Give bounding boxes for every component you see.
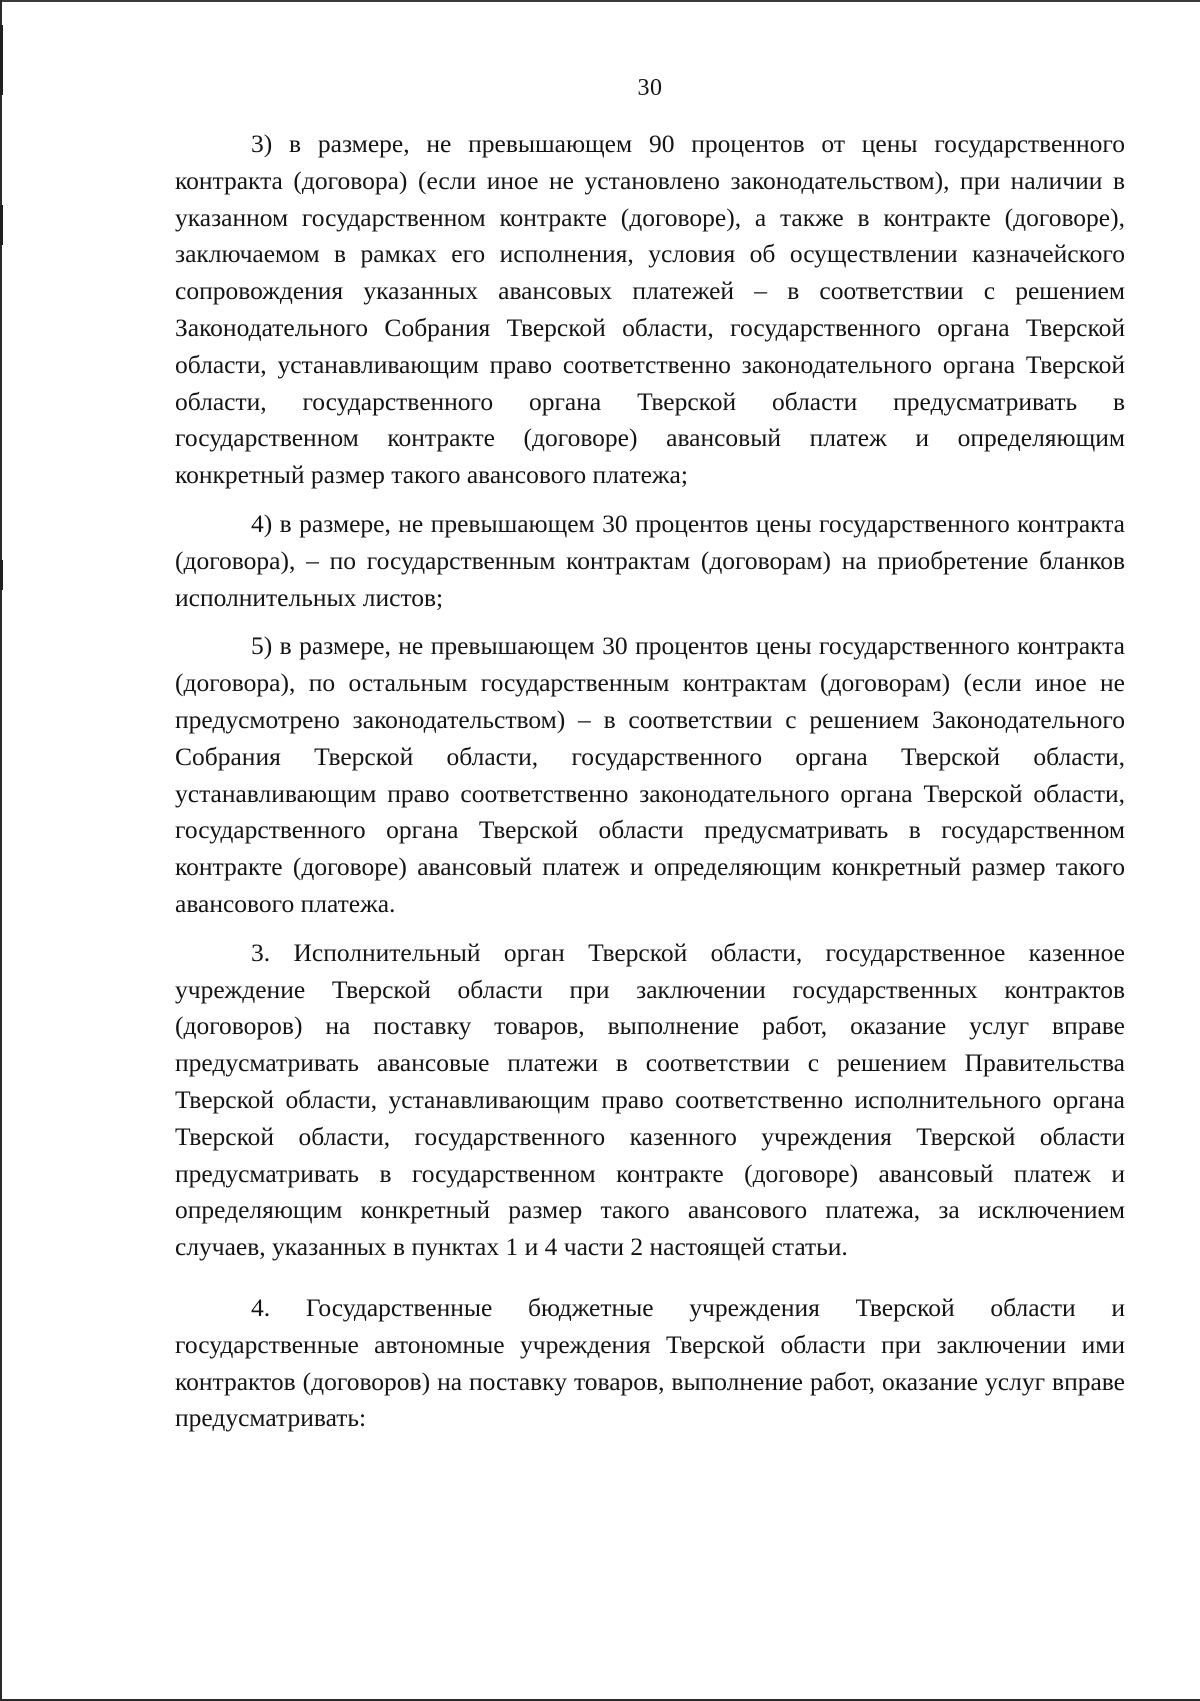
paragraph-item-5: 5) в размере, не превышающем 30 процентов цены государственного контракта (договора), по остальным государственным контрактам (договорам) (если иное не предусмотрено законодательством) – в соответствии с решением Законодательного Собрания Тверской области, государственного органа Тверской области, устанавливающим право соответственно законодательного органа Тверской области, государственного органа Тверской области предусматривать в государственном контракте (договоре) авансовый платеж и определяющим конкретный размер такого авансового платежа. bbox=[175, 631, 1125, 918]
paragraph-section-3: 3. Исполнительный орган Тверской области, государственное казенное учреждение Тверской области при заключении государственных контрактов (договоров) на поставку товаров, выполнение работ, оказание услуг вправе предусматривать авансовые платежи в соответствии с решением Правительства Тверской области, устанавливающим право соответственно исполнительного органа Тверской области, государственного казенного учреждения Тверской области предусматривать в государственном контракте (договоре) авансовый платеж и определяющим конкретный размер такого авансового платежа, за исключением случаев, указанных в пунктах 1 и 4 части 2 настоящей статьи. bbox=[175, 937, 1125, 1262]
paragraph-item-4: 4) в размере, не превышающем 30 процентов цены государственного контракта (договора), – по государственным контрактам (договорам) на приобретение бланков исполнительных листов; bbox=[175, 508, 1125, 612]
scan-margin-mark bbox=[0, 205, 3, 245]
paragraph-item-3: 3) в размере, не превышающем 90 процентов от цены государственного контракта (договора) (если иное не установлено законодательством), при наличии в указанном государственном контракте (договоре), а также в контракте (договоре), заключаемом в рамках его исполнения, условия об осуществлении казначейского сопровождения указанных авансовых платежей – в соответствии с решением Законодательного Собрания Тверской области, государственного органа Тверской области, устанавливающим право соответственно законодательного органа Тверской области, государственного органа Тверской области предусматривать в государственном контракте (договоре) авансовый платеж и определяющим конкретный размер такого авансового платежа; bbox=[175, 129, 1125, 490]
scan-margin-mark bbox=[0, 560, 3, 590]
document-body bbox=[175, 126, 1125, 1449]
page-number: 30 bbox=[637, 75, 663, 101]
scan-left-edge bbox=[0, 0, 2, 1701]
scan-top-edge bbox=[0, 0, 1200, 2]
paragraph-section-4: 4. Государственные бюджетные учреждения Тверской области и государственные автономные учреждения Тверской области при заключении ими контрактов (договоров) на поставку товаров, выполнение работ, оказание услуг вправе предусматривать: bbox=[175, 1292, 1125, 1433]
